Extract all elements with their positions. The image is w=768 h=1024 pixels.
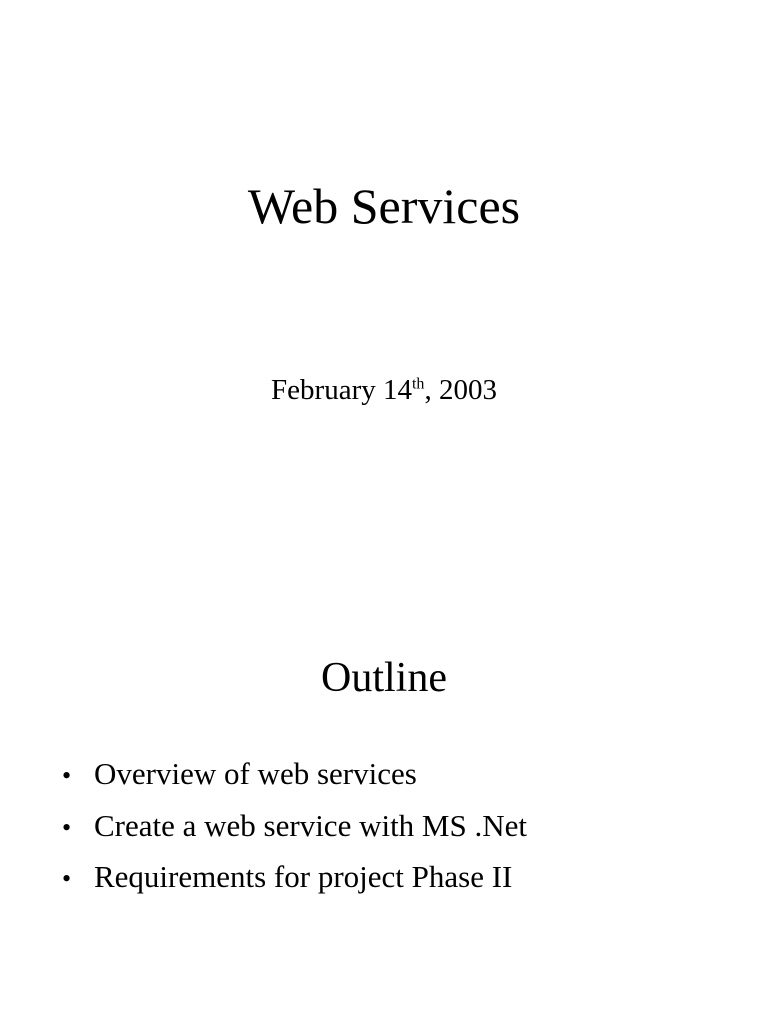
date-ordinal-suffix: th	[411, 375, 425, 393]
bullet-icon: •	[62, 812, 72, 842]
bullet-item	[62, 801, 527, 853]
bullet-item	[62, 852, 527, 904]
bullet-text: Create a web service with MS .Net	[94, 807, 528, 843]
bullet-icon: •	[62, 864, 72, 893]
bullet-list	[62, 749, 527, 904]
slide-title: Web Services	[247, 178, 521, 234]
bullet-text: Requirements for project Phase II	[94, 859, 513, 894]
date-year: , 2003	[424, 374, 497, 406]
bullet-text: Overview of web services	[94, 756, 417, 791]
date-text: February 14	[271, 374, 412, 406]
bullet-icon: •	[62, 761, 72, 790]
slide-title: Outline	[321, 655, 447, 701]
slide-date	[0, 372, 768, 408]
outline-slide	[0, 512, 768, 1024]
bullet-item	[62, 749, 527, 801]
